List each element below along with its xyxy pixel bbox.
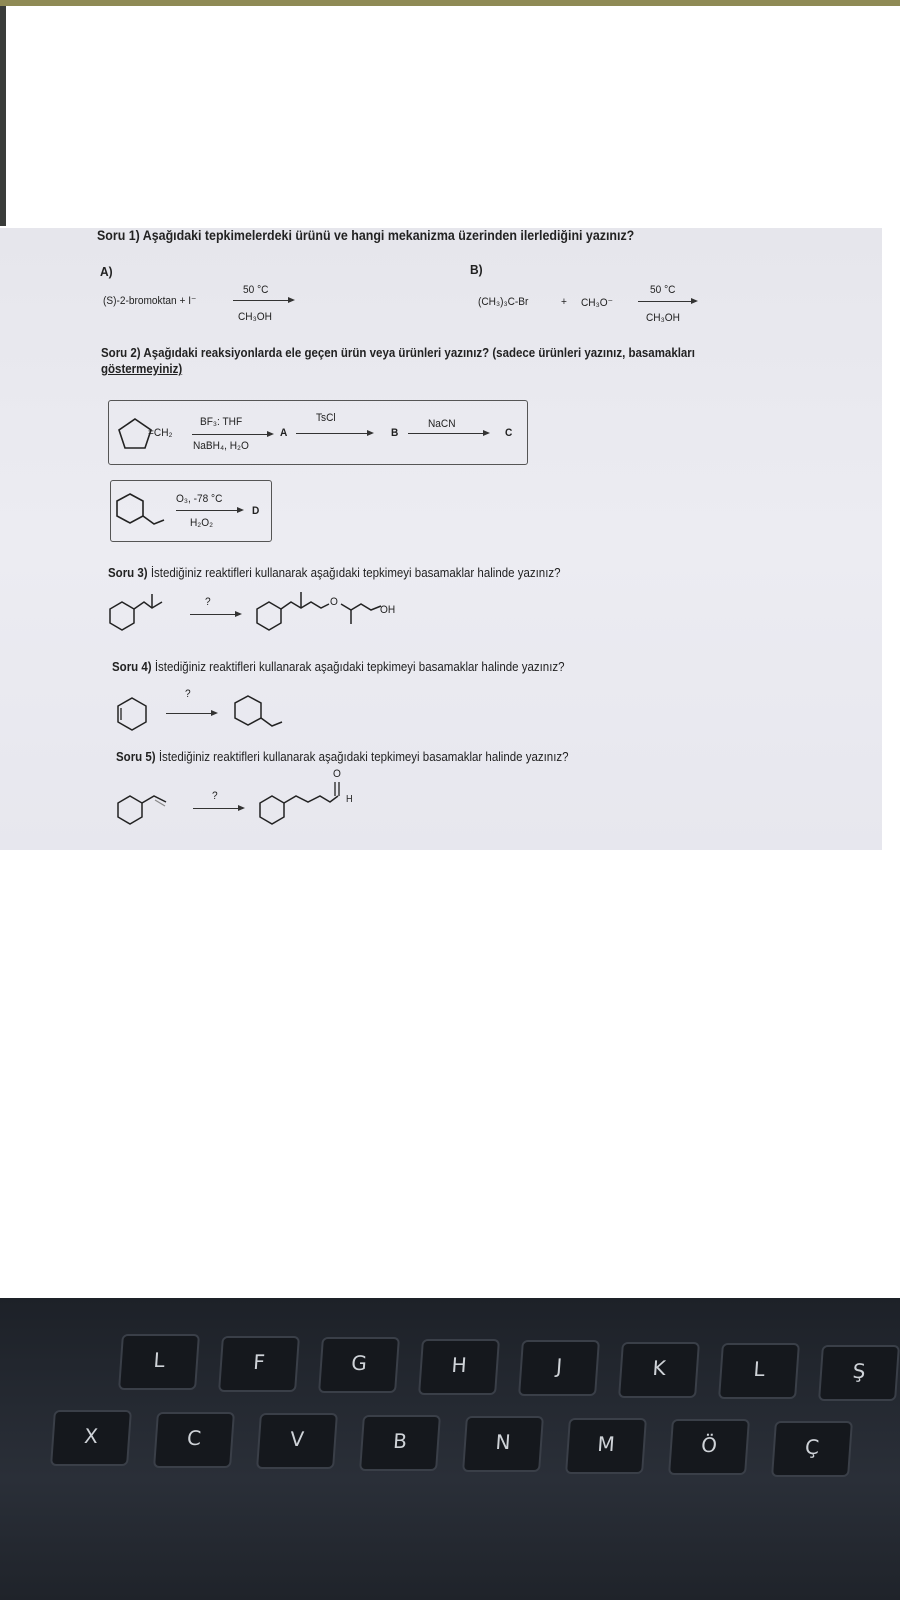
key-2-3 [359, 1415, 441, 1471]
key-label: F [252, 1349, 266, 1374]
key-label: L [152, 1348, 166, 1372]
key-label: K [651, 1355, 667, 1380]
q2-r1-step3-top: NaCN [428, 418, 456, 430]
q2-r2-arrow [176, 510, 242, 511]
key-2-1 [153, 1412, 235, 1468]
q1-b-condition-bottom: CH₃OH [646, 312, 680, 324]
cyclohexene-structure-icon [112, 696, 152, 732]
key-label: B [392, 1428, 408, 1453]
q2-r1-product-c: C [505, 427, 513, 439]
key-label: C [186, 1425, 202, 1450]
key-2-0 [50, 1410, 132, 1466]
q2-r1-step1-bottom: NaBH₄, H₂O [193, 440, 249, 452]
key-2-4 [462, 1416, 544, 1472]
q1-b-plus: + [561, 296, 567, 308]
q1-a-condition-bottom: CH₃OH [238, 311, 272, 323]
q5-arrow [193, 808, 243, 809]
key-label: Ö [700, 1433, 718, 1457]
keyboard-photo [0, 1298, 900, 1600]
key-1-5 [618, 1342, 700, 1398]
key-label: Ç [804, 1434, 820, 1459]
key-label: X [83, 1424, 99, 1448]
key-label: M [596, 1431, 616, 1456]
key-1-4 [518, 1340, 600, 1396]
q3-product-oxygen: O [330, 596, 338, 608]
key-2-2 [256, 1413, 338, 1469]
q2-r2-condition-top: O₃, -78 °C [176, 493, 223, 505]
q2-title-line2: göstermeyiniz) [101, 362, 183, 376]
q2-r2-condition-bottom: H₂O₂ [190, 517, 214, 529]
key-label: G [350, 1351, 368, 1375]
key-label: Ş [851, 1358, 867, 1383]
q1-b-arrow [638, 301, 696, 302]
key-label: V [289, 1427, 305, 1451]
q1-title: Soru 1) Aşağıdaki tepkimelerdeki ürünü ve hangi mekanizma üzerinden ilerlediğini yazınız? [97, 228, 635, 243]
key-2-6 [668, 1419, 750, 1475]
key-1-0 [118, 1334, 200, 1390]
q2-title: Soru 2) Aşağıdaki reaksiyonlarda ele geçen ürün veya ürünleri yazınız? (sadece ürünleri yazınız, basamakları [101, 346, 695, 360]
q2-r1-arrow1 [192, 434, 272, 435]
q2-r1-arrow3 [408, 433, 488, 434]
key-2-7 [771, 1421, 853, 1477]
blank-overlay-top [8, 6, 900, 228]
q4-title: Soru 4) İstediğiniz reaktifleri kullanarak aşağıdaki tepkimeyi basamaklar halinde yazınız? [112, 660, 565, 674]
key-1-1 [218, 1336, 300, 1392]
q1-b-reactant1: (CH₃)₃C-Br [478, 296, 529, 308]
q2-r1-product-a: A [280, 427, 288, 439]
q2-r1-product-b: B [391, 427, 399, 439]
q1-b-reactant2: CH₃O⁻ [581, 297, 613, 309]
q4-arrow [166, 713, 216, 714]
key-label: J [555, 1354, 563, 1378]
key-label: L [752, 1357, 766, 1381]
key-1-2 [318, 1337, 400, 1393]
q1-a-reactant: (S)-2-bromoktan + I⁻ [103, 295, 197, 307]
q3-reactant-structure-icon [108, 584, 168, 634]
q5-arrow-label: ? [212, 790, 218, 802]
q3-arrow-label: ? [205, 596, 211, 608]
q2-r1-step2-top: TsCl [316, 412, 336, 424]
q1-part-b-label: B) [470, 262, 483, 277]
q2-r1-group: =CH₂ [148, 427, 173, 439]
question-sheet [0, 228, 882, 850]
q5-reactant-structure-icon [116, 780, 176, 826]
key-label: N [494, 1430, 512, 1454]
q1-b-condition-top: 50 °C [650, 284, 676, 296]
alkylcyclohexane-product-icon [232, 692, 288, 734]
q5-product-hydrogen: H [346, 794, 353, 805]
q4-arrow-label: ? [185, 688, 191, 700]
key-2-5 [565, 1418, 647, 1474]
q2-r2-product-d: D [252, 505, 260, 517]
key-1-6 [718, 1343, 800, 1399]
key-1-7 [818, 1345, 900, 1401]
q3-arrow [190, 614, 240, 615]
q2-r1-step1-top: BF₃: THF [200, 416, 243, 428]
q1-a-arrow [233, 300, 293, 301]
key-label: H [450, 1352, 468, 1377]
q5-product-oxygen: O [333, 768, 341, 780]
alkylcyclohexane-structure-icon [114, 490, 166, 532]
q3-title: Soru 3) İstediğiniz reaktifleri kullanarak aşağıdaki tepkimeyi basamaklar halinde yazınız? [108, 566, 561, 580]
q2-r1-arrow2 [296, 433, 372, 434]
q5-title: Soru 5) İstediğiniz reaktifleri kullanarak aşağıdaki tepkimeyi basamaklar halinde yazınız? [116, 750, 569, 764]
q1-a-condition-top: 50 °C [243, 284, 269, 296]
photo-left-edge [0, 6, 6, 226]
key-1-3 [418, 1339, 500, 1395]
q3-product-oh: OH [380, 604, 396, 616]
q1-part-a-label: A) [100, 264, 113, 279]
